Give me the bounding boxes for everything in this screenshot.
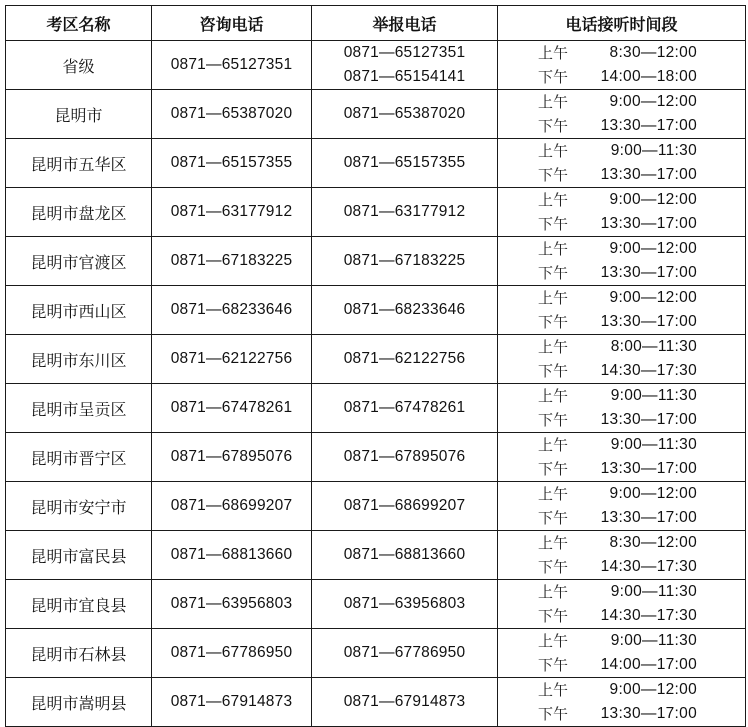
table-row [6,678,746,727]
morning-label: 上午 [538,583,569,601]
afternoon-time-range: 13:30—17:00 [600,215,697,232]
afternoon-time-range: 13:30—17:00 [600,166,697,183]
region-name-cell: 昆明市盘龙区 [6,188,152,237]
table-row [6,433,746,482]
report-phone-cell [312,286,498,335]
afternoon-hours-line [498,310,745,334]
region-name-cell: 昆明市官渡区 [6,237,152,286]
morning-time-range: 9:00—12:00 [609,93,697,110]
afternoon-time-range: 13:30—17:00 [600,705,697,722]
morning-time-range: 8:30—12:00 [609,534,697,551]
report-phone-number: 0871—65157355 [343,154,466,171]
morning-label: 上午 [538,44,569,62]
report-phone-number: 0871—67895076 [343,448,466,465]
report-phone-number: 0871—67478261 [343,399,466,416]
afternoon-time-range: 14:30—17:30 [600,362,697,379]
table-body [6,41,746,727]
consult-phone-cell: 0871—65157355 [152,139,312,188]
report-phone-cell [312,580,498,629]
morning-hours-line [498,384,745,408]
morning-label: 上午 [538,387,569,405]
consult-phone-cell: 0871—63177912 [152,188,312,237]
morning-hours-line [498,139,745,163]
report-phone-number: 0871—65154141 [343,68,466,85]
report-phone-number: 0871—68813660 [343,546,466,563]
afternoon-time-range: 13:30—17:00 [600,460,697,477]
morning-label: 上午 [538,289,569,307]
header-region: 考区名称 [6,6,152,41]
report-phone-number: 0871—63177912 [343,203,466,220]
table-row [6,90,746,139]
afternoon-time-range: 13:30—17:00 [600,117,697,134]
report-phone-cell [312,384,498,433]
afternoon-label: 下午 [538,313,569,331]
region-name-cell: 昆明市石林县 [6,629,152,678]
consult-phone-cell: 0871—68813660 [152,531,312,580]
report-phone-cell [312,41,498,90]
report-phone-cell [312,482,498,531]
morning-label: 上午 [538,142,569,160]
afternoon-label: 下午 [538,166,569,184]
consult-phone-cell: 0871—63956803 [152,580,312,629]
report-phone-cell [312,188,498,237]
morning-time-range: 8:30—12:00 [609,44,697,61]
report-phone-number: 0871—67183225 [343,252,466,269]
region-name-cell: 昆明市五华区 [6,139,152,188]
report-phone-cell [312,139,498,188]
afternoon-label: 下午 [538,68,569,86]
morning-hours-line [498,531,745,555]
morning-time-range: 9:00—11:30 [610,583,697,600]
afternoon-time-range: 14:30—17:30 [600,607,697,624]
morning-label: 上午 [538,338,569,356]
phone-directory-table [5,5,746,727]
table-row [6,335,746,384]
report-phone-cell [312,90,498,139]
afternoon-time-range: 14:30—17:30 [600,558,697,575]
report-phone-number: 0871—67786950 [343,644,466,661]
afternoon-time-range: 13:30—17:00 [600,509,697,526]
afternoon-hours-line [498,653,745,677]
report-phone-number: 0871—68699207 [343,497,466,514]
hours-cell [498,237,746,286]
morning-time-range: 9:00—11:30 [610,142,697,159]
consult-phone-cell: 0871—65387020 [152,90,312,139]
hours-cell [498,41,746,90]
afternoon-hours-line [498,65,745,89]
table-row [6,384,746,433]
report-phone-cell [312,335,498,384]
morning-time-range: 9:00—12:00 [609,191,697,208]
header-hours: 电话接听时间段 [498,6,746,41]
afternoon-hours-line [498,261,745,285]
afternoon-hours-line [498,457,745,481]
report-phone-cell [312,629,498,678]
region-name-cell: 昆明市晋宁区 [6,433,152,482]
morning-hours-line [498,90,745,114]
region-name-cell: 昆明市东川区 [6,335,152,384]
morning-hours-line [498,188,745,212]
afternoon-hours-line [498,555,745,579]
hours-cell [498,384,746,433]
hours-cell [498,286,746,335]
table-row [6,139,746,188]
table-row [6,188,746,237]
morning-hours-line [498,41,745,65]
morning-hours-line [498,286,745,310]
report-phone-number: 0871—62122756 [343,350,466,367]
afternoon-hours-line [498,163,745,187]
report-phone-number: 0871—67914873 [343,693,466,710]
afternoon-label: 下午 [538,509,569,527]
region-name-cell: 昆明市富民县 [6,531,152,580]
morning-time-range: 9:00—12:00 [609,240,697,257]
hours-cell [498,678,746,727]
morning-hours-line [498,629,745,653]
report-phone-number: 0871—68233646 [343,301,466,318]
morning-label: 上午 [538,240,569,258]
afternoon-label: 下午 [538,460,569,478]
consult-phone-cell: 0871—65127351 [152,41,312,90]
region-name-cell: 昆明市嵩明县 [6,678,152,727]
afternoon-label: 下午 [538,705,569,723]
morning-label: 上午 [538,632,569,650]
morning-time-range: 9:00—12:00 [609,289,697,306]
morning-hours-line [498,335,745,359]
table-row [6,531,746,580]
report-phone-cell [312,678,498,727]
morning-time-range: 9:00—12:00 [609,681,697,698]
afternoon-hours-line [498,408,745,432]
morning-label: 上午 [538,534,569,552]
afternoon-label: 下午 [538,362,569,380]
morning-label: 上午 [538,436,569,454]
morning-time-range: 9:00—12:00 [609,485,697,502]
afternoon-label: 下午 [538,215,569,233]
afternoon-hours-line [498,212,745,236]
hours-cell [498,90,746,139]
report-phone-number: 0871—65127351 [343,44,466,61]
report-phone-cell [312,433,498,482]
hours-cell [498,433,746,482]
afternoon-time-range: 14:00—17:00 [600,656,697,673]
hours-cell [498,139,746,188]
region-name-cell: 昆明市西山区 [6,286,152,335]
afternoon-time-range: 13:30—17:00 [600,313,697,330]
afternoon-hours-line [498,114,745,138]
region-name-cell: 省级 [6,41,152,90]
morning-hours-line [498,237,745,261]
afternoon-label: 下午 [538,558,569,576]
report-phone-number: 0871—63956803 [343,595,466,612]
region-name-cell: 昆明市呈贡区 [6,384,152,433]
hours-cell [498,188,746,237]
afternoon-hours-line [498,359,745,383]
morning-time-range: 9:00—11:30 [610,387,697,404]
table-row [6,580,746,629]
morning-hours-line [498,433,745,457]
afternoon-time-range: 13:30—17:00 [600,264,697,281]
morning-hours-line [498,482,745,506]
morning-time-range: 9:00—11:30 [610,436,697,453]
report-phone-number: 0871—65387020 [343,105,466,122]
afternoon-hours-line [498,702,745,726]
afternoon-label: 下午 [538,656,569,674]
table-row [6,629,746,678]
consult-phone-cell: 0871—68699207 [152,482,312,531]
morning-label: 上午 [538,485,569,503]
table-row [6,237,746,286]
table-row [6,286,746,335]
consult-phone-cell: 0871—67478261 [152,384,312,433]
consult-phone-cell: 0871—67183225 [152,237,312,286]
region-name-cell: 昆明市安宁市 [6,482,152,531]
region-name-cell: 昆明市宜良县 [6,580,152,629]
afternoon-hours-line [498,506,745,530]
table-row [6,482,746,531]
hours-cell [498,482,746,531]
consult-phone-cell: 0871—67895076 [152,433,312,482]
hours-cell [498,629,746,678]
consult-phone-cell: 0871—67914873 [152,678,312,727]
morning-time-range: 9:00—11:30 [610,632,697,649]
report-phone-cell [312,531,498,580]
afternoon-label: 下午 [538,264,569,282]
morning-hours-line [498,580,745,604]
hours-cell [498,335,746,384]
hours-cell [498,531,746,580]
afternoon-label: 下午 [538,411,569,429]
consult-phone-cell: 0871—68233646 [152,286,312,335]
region-name-cell: 昆明市 [6,90,152,139]
afternoon-time-range: 14:00—18:00 [600,68,697,85]
report-phone-cell [312,237,498,286]
afternoon-time-range: 13:30—17:00 [600,411,697,428]
table-row [6,41,746,90]
morning-time-range: 8:00—11:30 [610,338,697,355]
afternoon-label: 下午 [538,607,569,625]
morning-label: 上午 [538,191,569,209]
hours-cell [498,580,746,629]
afternoon-label: 下午 [538,117,569,135]
table-header-row [6,6,746,41]
morning-label: 上午 [538,681,569,699]
header-report-phone: 举报电话 [312,6,498,41]
consult-phone-cell: 0871—67786950 [152,629,312,678]
morning-label: 上午 [538,93,569,111]
morning-hours-line [498,678,745,702]
afternoon-hours-line [498,604,745,628]
header-consult-phone: 咨询电话 [152,6,312,41]
consult-phone-cell: 0871—62122756 [152,335,312,384]
